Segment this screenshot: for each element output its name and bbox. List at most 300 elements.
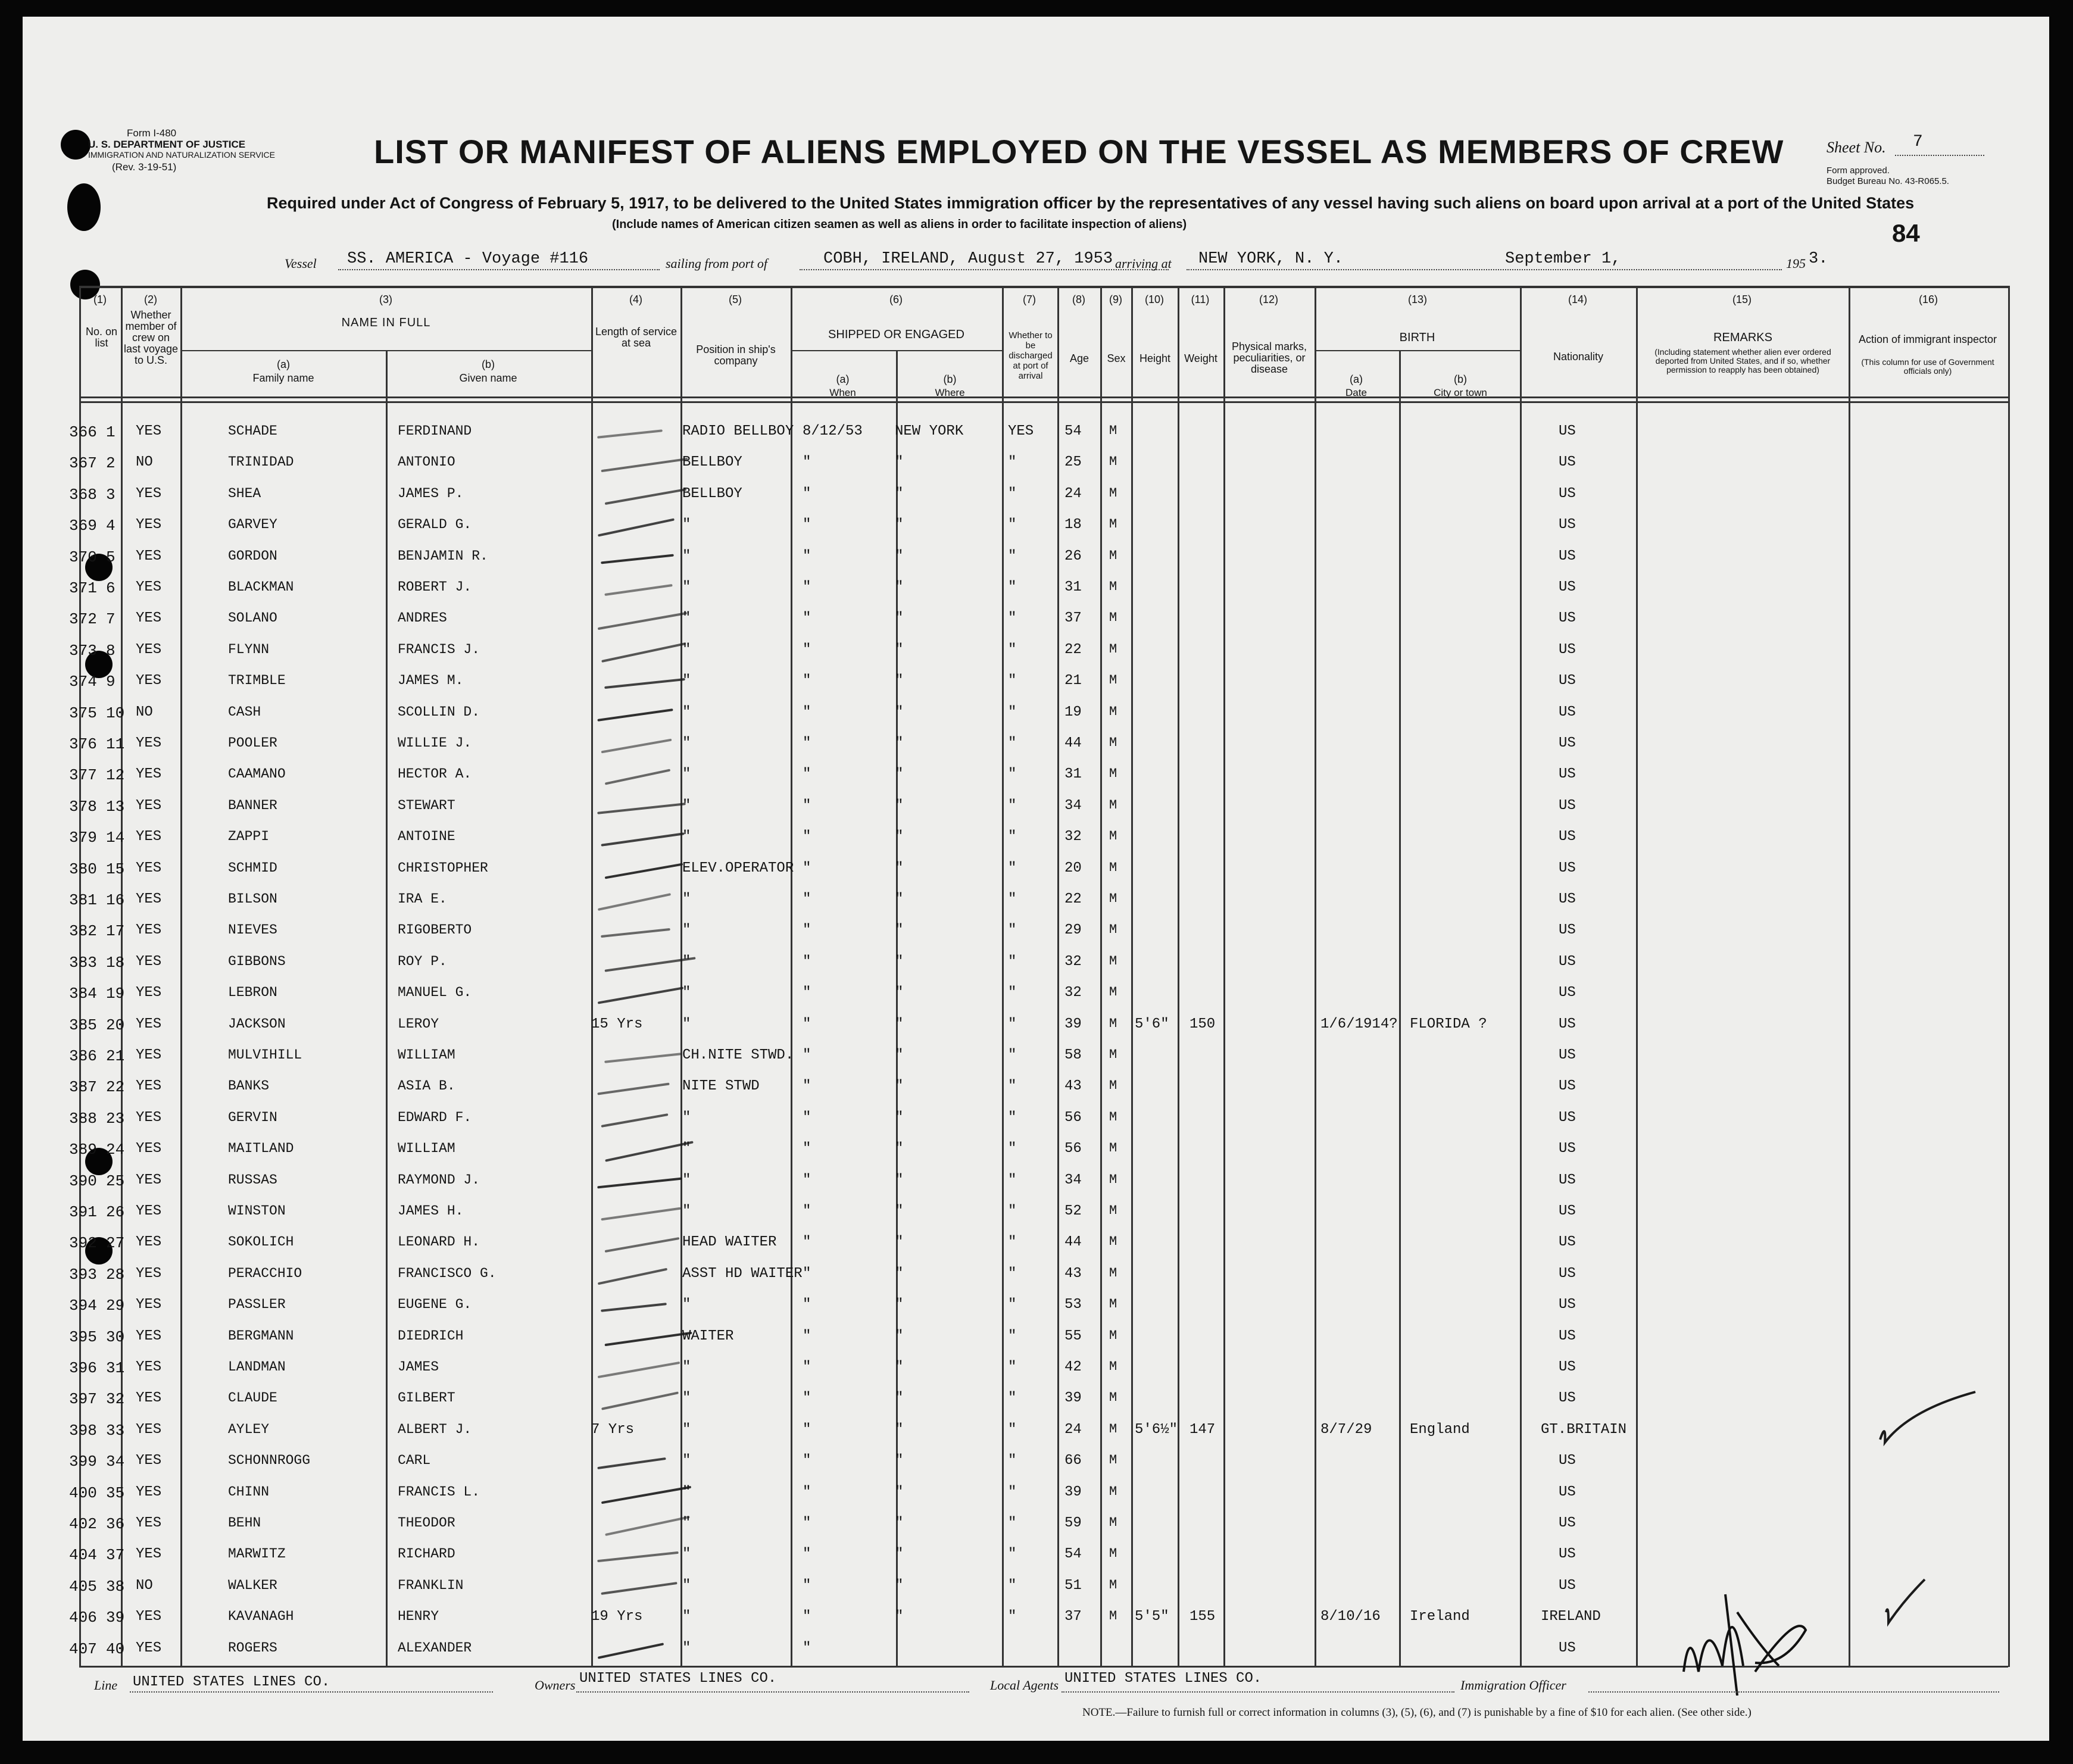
discharged-cell: " [1008,673,1017,689]
family-name-cell: FLYNN [228,641,270,657]
service-tally-mark [604,1331,692,1346]
shipped-where-cell: " [895,1297,904,1313]
family-name-cell: GIBBONS [228,953,286,969]
shipped-when-cell: " [803,891,811,907]
shipped-where-cell: " [895,1390,904,1407]
position-cell: " [682,1390,691,1407]
discharged-cell: " [1008,485,1017,502]
nationality-cell: US [1559,1141,1576,1157]
subtitle: Required under Act of Congress of February 5, 1917, to be delivered to the United States immigration officer by the representatives of any vessel having such aliens on board upon arrival at a port of the United States [267,194,1915,212]
age-cell: 29 [1064,922,1082,939]
page-number: 84 [1892,219,1920,247]
nationality-cell: US [1559,1484,1576,1500]
service-cell: 19 Yrs [591,1609,643,1625]
shipped-when-cell: " [803,1203,811,1219]
age-cell: 20 [1064,860,1082,876]
list-number: 23 [106,1109,125,1128]
owners-label: Owners [535,1678,576,1693]
column-number: (9) [1109,294,1122,305]
nationality-cell: US [1559,1016,1576,1032]
shipped-where-cell: " [895,1546,904,1563]
service-tally-mark [601,832,684,847]
shipped-where-cell: " [895,1265,904,1282]
list-page-number: 367 [69,454,97,473]
given-name-cell: SCOLLIN D. [398,704,480,720]
service-tally-mark [604,678,685,689]
list-page-number: 370 [69,548,97,566]
given-name-cell: ANDRES [398,610,447,626]
shipped-where-cell: " [895,1203,904,1219]
page-title: LIST OR MANIFEST OF ALIENS EMPLOYED ON THE VESSEL AS MEMBERS OF CREW [374,133,1784,170]
table-row [23,1387,2049,1418]
table-row [23,513,2049,544]
family-name-cell: MARWITZ [228,1546,286,1562]
family-name-cell: ZAPPI [228,829,270,845]
column-number: (12) [1259,294,1278,305]
service-tally-mark [601,554,674,564]
vessel-label: Vessel [285,256,317,271]
list-page-number: 376 [69,735,97,753]
sex-cell: M [1109,1328,1117,1343]
age-cell: 52 [1064,1203,1082,1219]
list-page-number: 402 [69,1515,97,1533]
family-name-cell: BLACKMAN [228,579,294,595]
nationality-cell: US [1559,829,1576,845]
shipped-when-cell: " [803,1453,811,1469]
sex-cell: M [1109,860,1117,875]
manifest-sheet [23,17,2049,1741]
position-cell: " [682,1546,691,1563]
given-name-cell: ROY P. [398,953,447,969]
service-tally-mark [597,429,663,438]
shipped-when-cell: " [803,1546,811,1563]
list-page-number: 389 [69,1141,97,1159]
list-number: 15 [106,860,125,878]
age-cell: 42 [1064,1359,1082,1375]
position-cell: " [682,985,691,1001]
shipped-where-cell: " [895,985,904,1001]
nationality-cell: US [1559,1172,1576,1188]
service-tally-mark [601,739,672,754]
position-cell: " [682,922,691,939]
shipped-when-cell: " [803,922,811,939]
list-number: 24 [106,1141,125,1159]
table-row [23,981,2049,1012]
list-number: 26 [106,1203,125,1221]
col-nationality: Nationality [1553,351,1604,363]
last-voyage-cell: YES [136,1016,162,1032]
form-revision: (Rev. 3-19-51) [112,161,177,173]
shipped-when-cell: " [803,1609,811,1625]
family-name-cell: ROGERS [228,1640,277,1656]
given-name-cell: JAMES P. [398,485,464,501]
table-row [23,1106,2049,1137]
position-cell: " [682,1172,691,1188]
shipped-when-cell: " [803,548,811,564]
shipped-where-cell: " [895,1047,904,1063]
age-cell: 54 [1064,1546,1082,1563]
list-number: 38 [106,1577,125,1596]
table-row [23,825,2049,856]
given-name-cell: RIGOBERTO [398,922,472,938]
age-cell: 66 [1064,1453,1082,1469]
weight-cell: 155 [1190,1609,1216,1625]
family-name-cell: LEBRON [228,985,277,1001]
last-voyage-cell: NO [136,1577,153,1594]
column-number: (13) [1407,294,1427,305]
owners-underline [576,1691,969,1693]
col-birth-date: Date [1345,387,1367,398]
position-cell: BELLBOY [682,454,742,471]
subtitle-note: (Include names of American citizen seamen as well as aliens in order to facilitate inspection of aliens) [612,218,1187,231]
position-cell: " [682,610,691,627]
sex-cell: M [1109,423,1117,438]
given-name-cell: EUGENE G. [398,1297,472,1313]
height-cell: 5'5" [1135,1609,1169,1625]
shipped-where-cell: " [895,579,904,595]
list-page-number: 385 [69,1016,97,1034]
shipped-where-cell: " [895,860,904,876]
table-row [23,482,2049,513]
shipped-when-cell: " [803,829,811,845]
shipped-when-cell: " [803,1390,811,1407]
col-last-voyage: Whether member of crew on last voyage to U.S. [123,309,179,366]
age-cell: 32 [1064,829,1082,845]
age-cell: 39 [1064,1484,1082,1500]
given-name-cell: HECTOR A. [398,766,472,782]
family-name-cell: SHEA [228,485,261,501]
sailing-port: COBH, IRELAND, August 27, 1953 [823,250,1113,268]
list-page-number: 406 [69,1609,97,1627]
family-name-cell: PERACCHIO [228,1265,302,1281]
nationality-cell: US [1559,1047,1576,1063]
list-number: 10 [106,704,125,722]
shipped-when-cell: " [803,485,811,502]
position-cell: " [682,579,691,595]
family-name-cell: SCHADE [228,423,277,439]
family-name-cell: BERGMANN [228,1328,294,1344]
age-cell: 18 [1064,517,1082,533]
column-number: (3) [379,294,392,305]
position-cell: " [682,953,691,970]
service-tally-mark [601,458,688,472]
service-tally-mark [597,708,673,722]
list-number: 11 [106,735,125,753]
discharged-cell: " [1008,704,1017,720]
discharged-cell: " [1008,735,1017,751]
list-page-number: 407 [69,1640,97,1658]
shipped-where-cell: " [895,704,904,720]
last-voyage-cell: YES [136,891,162,907]
sex-cell: M [1109,1484,1117,1499]
birth-subheader-line [1315,350,1520,351]
list-page-number: 396 [69,1359,97,1377]
shipped-where-cell: " [895,735,904,751]
footer-note: NOTE.—Failure to furnish full or correct information in columns (3), (5), (6), and (7) is punishable by a fine of $10 for each alien. (See other side.) [1082,1706,1752,1719]
agents-underline [1062,1691,1454,1693]
shipped-where-cell: " [895,766,904,783]
nationality-cell: US [1559,922,1576,939]
year-prefix: 195 [1786,256,1806,271]
list-page-number: 398 [69,1421,97,1440]
nationality-cell: US [1559,1390,1576,1407]
sex-cell: M [1109,1390,1117,1406]
nationality-cell: US [1559,1577,1576,1594]
family-name-cell: LANDMAN [228,1359,286,1375]
position-cell: BELLBOY [682,485,742,502]
list-number: 36 [106,1515,125,1533]
family-name-cell: JACKSON [228,1016,286,1032]
family-name-cell: TRINIDAD [228,454,294,470]
owners-value: UNITED STATES LINES CO. [579,1671,777,1687]
col-length-service: Length of service at sea [595,326,678,349]
family-name-cell: BANNER [228,797,277,813]
nationality-cell: US [1559,985,1576,1001]
col-height: Height [1139,352,1171,364]
list-page-number: 375 [69,704,97,722]
table-row [23,1075,2049,1106]
list-number: 30 [106,1328,125,1346]
shipped-when-cell: " [803,1328,811,1344]
shipped-when-cell: " [803,1640,811,1656]
position-cell: " [682,673,691,689]
position-cell: " [682,1359,691,1375]
service-tally-mark [598,1362,680,1378]
agents-value: UNITED STATES LINES CO. [1064,1671,1262,1687]
col-when: When [829,387,856,398]
given-name-cell: BENJAMIN R. [398,548,488,564]
position-cell: " [682,1453,691,1469]
family-name-cell: BANKS [228,1078,270,1094]
sex-cell: M [1109,829,1117,844]
weight-cell: 150 [1190,1016,1216,1032]
last-voyage-cell: YES [136,610,162,627]
list-page-number: 372 [69,610,97,629]
col-where: Where [935,387,965,398]
age-cell: 43 [1064,1265,1082,1282]
service-tally-mark [605,1237,680,1253]
sex-cell: M [1109,641,1117,657]
family-name-cell: GORDON [228,548,277,564]
last-voyage-cell: YES [136,797,162,814]
given-name-cell: CARL [398,1453,431,1469]
list-number: 20 [106,1016,125,1034]
given-name-cell: RICHARD [398,1546,455,1562]
sex-cell: M [1109,922,1117,938]
given-name-cell: WILLIAM [398,1047,455,1063]
age-cell: 53 [1064,1297,1082,1313]
nationality-cell: US [1559,1078,1576,1095]
list-number: 9 [106,673,115,691]
given-name-cell: CHRISTOPHER [398,860,488,876]
given-name-cell: WILLIAM [398,1141,455,1157]
sex-cell: M [1109,579,1117,594]
last-voyage-cell: YES [136,829,162,845]
list-page-number: 377 [69,766,97,785]
shipped-when-cell: " [803,1577,811,1594]
sailing-label: sailing from port of [666,256,767,271]
service-tally-mark [598,612,687,630]
family-name-cell: MAITLAND [228,1141,294,1157]
discharged-cell: " [1008,860,1017,876]
height-cell: 5'6½" [1135,1421,1178,1438]
last-voyage-cell: YES [136,1640,162,1656]
list-number: 1 [106,423,115,441]
list-page-number: 380 [69,860,97,878]
table-row [23,857,2049,888]
age-cell: 54 [1064,423,1082,439]
last-voyage-cell: YES [136,953,162,970]
age-cell: 39 [1064,1390,1082,1407]
list-number: 6 [106,579,115,597]
birth-date-cell: 8/7/29 [1320,1421,1372,1438]
nationality-cell: US [1559,423,1576,439]
family-name-cell: GARVEY [228,517,277,533]
given-name-cell: JAMES H. [398,1203,464,1219]
last-voyage-cell: YES [136,1484,162,1500]
age-cell: 32 [1064,953,1082,970]
position-cell: " [682,704,691,720]
sheet-number: 7 [1913,133,1923,151]
shipped-where-cell: " [895,454,904,471]
last-voyage-cell: YES [136,1297,162,1313]
column-number: (8) [1072,294,1085,305]
list-page-number: 383 [69,953,97,972]
nationality-cell: US [1559,1109,1576,1126]
last-voyage-cell: YES [136,1390,162,1407]
last-voyage-cell: YES [136,548,162,564]
age-cell: 22 [1064,891,1082,907]
position-cell: " [682,1109,691,1126]
list-number: 32 [106,1390,125,1409]
list-number: 33 [106,1421,125,1440]
position-cell: " [682,735,691,751]
nationality-cell: US [1559,860,1576,876]
last-voyage-cell: YES [136,1078,162,1095]
position-cell: " [682,766,691,783]
list-page-number: 405 [69,1577,97,1596]
punch-hole [61,130,90,160]
shipped-where-cell: " [895,1577,904,1594]
given-name-cell: LEONARD H. [398,1234,480,1250]
service-tally-mark [604,1053,682,1063]
col-name-in-full: NAME IN FULL [341,316,431,329]
last-voyage-cell: YES [136,1609,162,1625]
nationality-cell: US [1559,1453,1576,1469]
shipped-when-cell: " [803,1141,811,1157]
service-tally-mark [605,1141,694,1162]
shipped-where-cell: " [895,797,904,814]
list-number: 39 [106,1609,125,1627]
service-cell: 15 Yrs [591,1016,643,1032]
service-tally-mark [601,1207,680,1221]
last-voyage-cell: YES [136,1234,162,1251]
shipped-when-cell: " [803,1421,811,1438]
age-cell: 44 [1064,735,1082,751]
family-name-cell: WINSTON [228,1203,286,1219]
given-name-cell: GILBERT [398,1390,455,1406]
sex-cell: M [1109,1047,1117,1062]
shipped-when-cell: " [803,735,811,751]
family-name-cell: CLAUDE [228,1390,277,1406]
discharged-cell: " [1008,1484,1017,1500]
service-tally-mark [601,928,670,938]
family-name-cell: SCHMID [228,860,277,876]
col-list-number: No. on list [85,326,118,349]
family-name-cell: SCHONNROGG [228,1453,311,1469]
col-when-num: (a) [836,373,850,385]
list-page-number: 392 [69,1234,97,1253]
service-tally-mark [598,987,683,1004]
officer-underline [1588,1691,1999,1693]
shipped-when-cell: " [803,985,811,1001]
discharged-cell: " [1008,610,1017,627]
given-name-cell: GERALD G. [398,517,472,533]
last-voyage-cell: YES [136,922,162,939]
shipped-where-cell: NEW YORK [895,423,964,439]
shipped-where-cell: " [895,1484,904,1500]
col-birth-date-num: (a) [1350,373,1363,385]
nationality-cell: US [1559,485,1576,502]
discharged-cell: " [1008,1359,1017,1375]
shipped-where-cell: " [895,953,904,970]
table-row [23,1262,2049,1293]
column-number: (14) [1568,294,1587,305]
position-cell: " [682,1203,691,1219]
column-number: (2) [144,294,157,305]
position-cell: NITE STWD [682,1078,760,1095]
shipped-where-cell: " [895,1359,904,1375]
discharged-cell: " [1008,1577,1017,1594]
shipped-when-cell: " [803,1515,811,1531]
given-name-cell: STEWART [398,797,455,813]
table-top-border [79,286,2008,288]
service-tally-mark [605,769,670,785]
age-cell: 56 [1064,1141,1082,1157]
given-name-cell: FRANCIS L. [398,1484,480,1500]
table-row [23,576,2049,607]
list-number: 25 [106,1172,125,1190]
age-cell: 31 [1064,766,1082,783]
table-row [23,420,2049,451]
list-number: 37 [106,1546,125,1565]
sex-cell: M [1109,673,1117,688]
shipped-when-cell: " [803,1265,811,1282]
service-tally-mark [605,863,683,879]
table-row [23,919,2049,950]
given-name-cell: ROBERT J. [398,579,472,595]
last-voyage-cell: YES [136,1515,162,1531]
family-name-cell: NIEVES [228,922,277,938]
shipped-when-cell: " [803,1047,811,1063]
nationality-cell: US [1559,1359,1576,1375]
table-row [23,1481,2049,1512]
shipped-when-cell: " [803,1172,811,1188]
column-number: (1) [93,294,107,305]
discharged-cell: " [1008,641,1017,658]
last-voyage-cell: YES [136,1109,162,1126]
sex-cell: M [1109,797,1117,813]
shipped-when-cell: " [803,1234,811,1251]
service-tally-mark [598,519,675,537]
list-number: 27 [106,1234,125,1253]
given-name-cell: EDWARD F. [398,1109,472,1125]
shipped-where-cell: " [895,1421,904,1438]
list-number: 34 [106,1453,125,1471]
sex-cell: M [1109,1141,1117,1156]
col-sex: Sex [1107,352,1126,364]
table-row [23,701,2049,732]
